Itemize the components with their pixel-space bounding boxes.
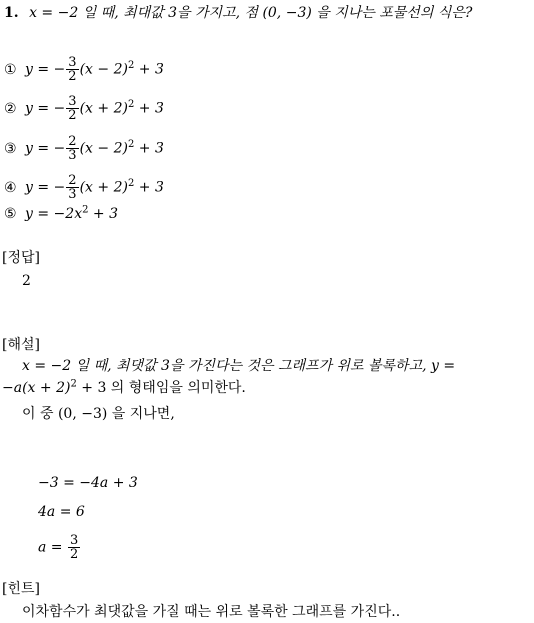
explanation-text: + 3 의 형태임을 의미한다.: [76, 380, 246, 396]
question: [4, 4, 472, 22]
equation-3: [38, 534, 81, 561]
question-number: 1.: [4, 5, 19, 21]
fraction: [66, 95, 78, 122]
answer-value: 2: [22, 273, 31, 289]
exponent: 2: [127, 138, 135, 150]
denominator: 2: [69, 547, 79, 562]
exponent: 2: [127, 177, 135, 189]
choice-prefix: y = −: [25, 100, 66, 117]
choice-tail: + 3: [88, 206, 119, 222]
denominator: 2: [68, 69, 77, 84]
explanation-line-1: x = −2 일 때, 최댓값 3을 가진다는 것은 그래프가 위로 볼록하고, y =: [22, 358, 456, 374]
numerator: 3: [68, 55, 77, 70]
explanation-line-2: [2, 379, 246, 397]
exponent: 2: [127, 98, 135, 110]
numerator: 2: [68, 134, 77, 149]
numerator: 3: [68, 94, 77, 109]
numerator: 2: [68, 173, 77, 188]
question-text: x = −2 일 때, 최대값 3을 가지고, 점 (0, −3) 을 지나는 포물선의 식은?: [29, 5, 473, 21]
numerator: 3: [69, 533, 79, 548]
choice-prefix: y = −: [25, 140, 66, 157]
denominator: 3: [68, 148, 77, 163]
choice-prefix: y = −: [25, 179, 66, 196]
choice-mark: ③: [4, 140, 17, 157]
exponent: 2: [70, 378, 77, 390]
choice-mark: ⑤: [4, 206, 17, 222]
choice-suffix: (x + 2): [79, 100, 128, 117]
choice-tail: + 3: [134, 61, 164, 78]
explanation-label: [해설]: [2, 337, 40, 353]
choice-3[interactable]: [4, 135, 164, 162]
equation-2: 4a = 6: [38, 504, 85, 520]
fraction: [68, 534, 80, 561]
choice-4[interactable]: [4, 174, 164, 201]
choice-suffix: (x − 2): [79, 61, 128, 78]
exponent: 2: [127, 59, 135, 71]
choice-mark: ④: [4, 179, 17, 196]
fraction: [66, 135, 78, 162]
choice-suffix: (x − 2): [79, 140, 128, 157]
choice-prefix: y = −2x: [25, 206, 83, 222]
choice-2[interactable]: [4, 95, 164, 122]
expression: −a(x + 2): [2, 380, 71, 396]
choice-suffix: (x + 2): [79, 179, 128, 196]
hint-text: 이차함수가 최댓값을 가질 때는 위로 볼록한 그래프를 가진다..: [22, 604, 401, 620]
denominator: 3: [68, 187, 77, 202]
choice-mark: ①: [4, 61, 17, 78]
choice-1[interactable]: [4, 56, 164, 83]
fraction: [66, 56, 78, 83]
choice-tail: + 3: [134, 100, 164, 117]
choice-tail: + 3: [134, 140, 164, 157]
hint-label: [힌트]: [2, 581, 40, 597]
fraction: [66, 174, 78, 201]
equation-1: −3 = −4a + 3: [38, 475, 138, 491]
denominator: 2: [68, 108, 77, 123]
choice-prefix: y = −: [25, 61, 66, 78]
explanation-line-3: 이 중 (0, −3) 을 지나면,: [22, 406, 175, 422]
choice-5[interactable]: [4, 205, 118, 223]
answer-label: [정답]: [2, 250, 40, 266]
equation-prefix: a =: [38, 539, 67, 556]
choice-mark: ②: [4, 100, 17, 117]
choice-tail: + 3: [134, 179, 164, 196]
exponent: 2: [82, 204, 89, 216]
